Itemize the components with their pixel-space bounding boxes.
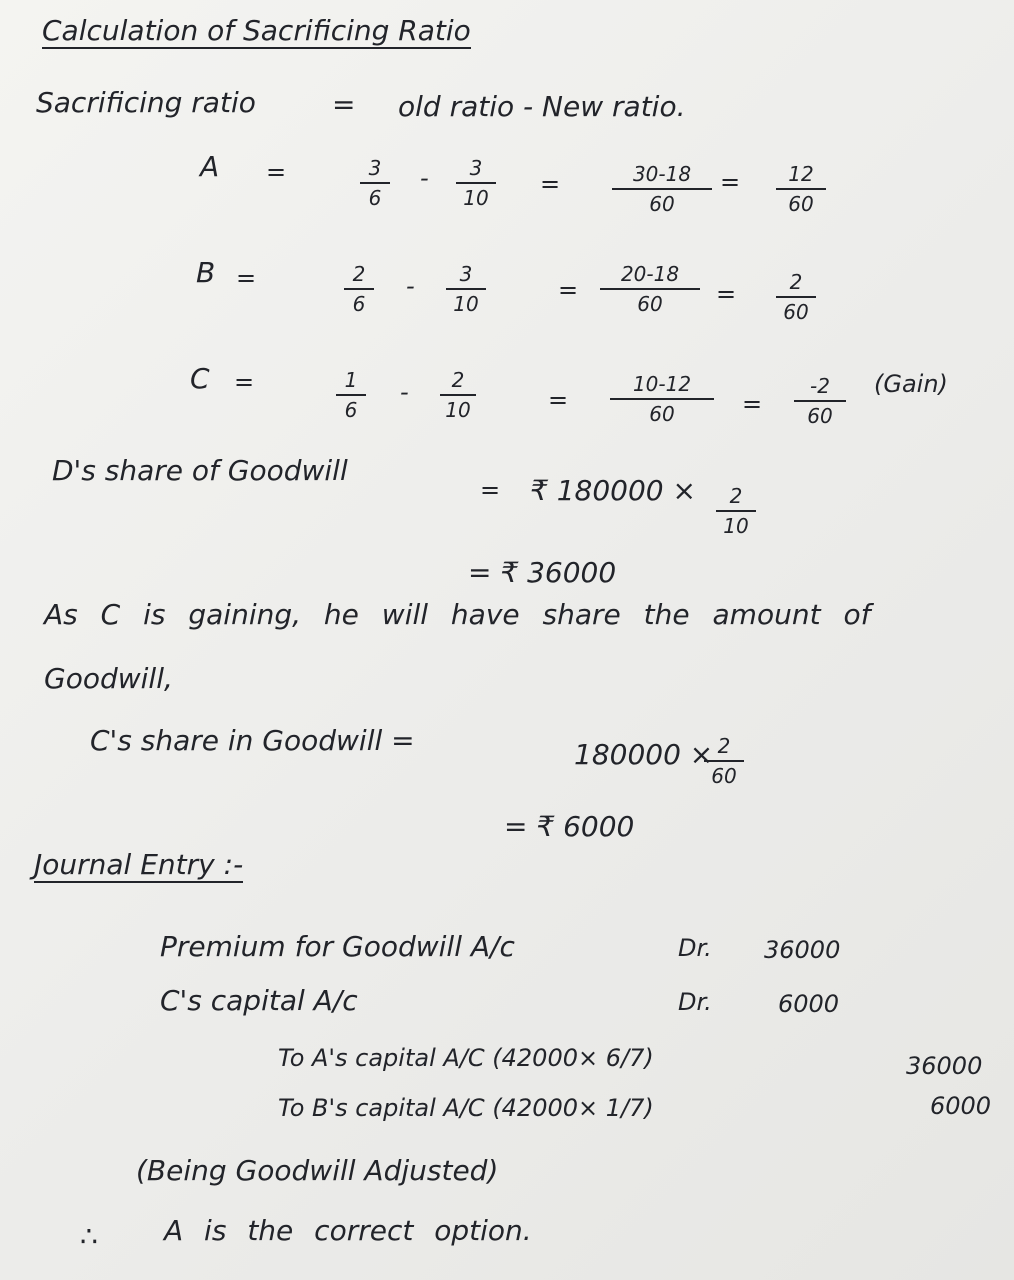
fraction-bar <box>336 394 366 396</box>
fraction-bar <box>456 182 496 184</box>
fraction-bar <box>704 760 744 762</box>
therefore-symbol: ∴ <box>80 1220 98 1253</box>
formula-lhs: Sacrificing ratio <box>36 86 256 119</box>
row-equals: = <box>540 170 561 198</box>
fraction-bar <box>600 288 700 290</box>
row-label: A <box>200 150 220 183</box>
fraction-numerator: 3 <box>368 156 382 180</box>
fraction-denominator: 60 <box>649 402 675 426</box>
row-equals: = <box>548 386 569 414</box>
fraction-numerator: -2 <box>810 374 830 398</box>
fraction-bar <box>776 296 816 298</box>
page-title: Calculation of Sacrificing Ratio <box>42 14 471 47</box>
journal-account: Premium for Goodwill A/c <box>160 930 515 963</box>
d-share-fraction <box>716 484 756 538</box>
fraction-numerator: 2 <box>451 368 465 392</box>
new-ratio-fraction <box>440 368 476 422</box>
gain-note: (Gain) <box>874 370 948 398</box>
fraction-bar <box>610 398 714 400</box>
fraction-denominator: 10 <box>723 514 749 538</box>
fraction-denominator: 6 <box>368 186 382 210</box>
fraction-numerator: 3 <box>459 262 473 286</box>
fraction-bar <box>716 510 756 512</box>
fraction-bar <box>446 288 486 290</box>
debit-marker: Dr. <box>678 988 712 1016</box>
old-ratio-fraction <box>360 156 390 210</box>
fraction-numerator: 2 <box>352 262 366 286</box>
fraction-bar <box>440 394 476 396</box>
conclusion-text: A is the correct option. <box>164 1214 532 1247</box>
fraction-numerator: 12 <box>788 162 814 186</box>
formula-rhs: old ratio - New ratio. <box>398 90 686 123</box>
fraction-numerator: 2 <box>729 484 743 508</box>
fraction-bar <box>776 188 826 190</box>
fraction-numerator: 3 <box>469 156 483 180</box>
debit-amount: 36000 <box>764 936 841 964</box>
result-fraction <box>794 374 846 428</box>
fraction-denominator: 60 <box>711 764 737 788</box>
fraction-numerator: 1 <box>344 368 358 392</box>
fraction-denominator: 60 <box>649 192 675 216</box>
d-share-label: D's share of Goodwill <box>52 454 348 487</box>
d-share-equals: = <box>480 476 501 504</box>
fraction-numerator: 10-12 <box>632 372 692 396</box>
fraction-denominator: 6 <box>352 292 366 316</box>
minus-sign: - <box>400 378 409 406</box>
c-gaining-note-continued: Goodwill, <box>44 662 173 695</box>
difference-fraction <box>610 372 714 426</box>
fraction-denominator: 60 <box>788 192 814 216</box>
row-equals: = <box>716 280 737 308</box>
minus-sign: - <box>420 164 429 192</box>
journal-account: To B's capital A/C (42000× 1/7) <box>278 1094 654 1122</box>
result-fraction <box>776 270 816 324</box>
row-equals: = <box>234 368 255 396</box>
c-share-expression: 180000 × <box>574 738 714 771</box>
row-equals: = <box>742 390 763 418</box>
debit-amount: 6000 <box>778 990 840 1018</box>
c-gaining-note: As C is gaining, he will have share the amount of <box>44 598 871 631</box>
fraction-numerator: 2 <box>789 270 803 294</box>
c-share-label: C's share in Goodwill = <box>90 724 415 757</box>
fraction-bar <box>360 182 390 184</box>
result-fraction <box>776 162 826 216</box>
c-share-result: = ₹ 6000 <box>504 810 635 843</box>
minus-sign: - <box>406 272 415 300</box>
new-ratio-fraction <box>456 156 496 210</box>
credit-amount: 6000 <box>930 1092 992 1120</box>
fraction-bar <box>612 188 712 190</box>
credit-amount: 36000 <box>906 1052 983 1080</box>
fraction-denominator: 10 <box>453 292 479 316</box>
fraction-numerator: 20-18 <box>620 262 680 286</box>
formula-equals: = <box>332 88 356 121</box>
fraction-denominator: 6 <box>344 398 358 422</box>
c-share-fraction <box>704 734 744 788</box>
fraction-denominator: 60 <box>637 292 663 316</box>
row-equals: = <box>720 168 741 196</box>
journal-narration: (Being Goodwill Adjusted) <box>136 1154 499 1187</box>
row-equals: = <box>558 276 579 304</box>
fraction-denominator: 10 <box>463 186 489 210</box>
fraction-numerator: 30-18 <box>632 162 692 186</box>
row-label: C <box>190 362 210 395</box>
fraction-denominator: 60 <box>783 300 809 324</box>
new-ratio-fraction <box>446 262 486 316</box>
difference-fraction <box>612 162 712 216</box>
journal-account: C's capital A/c <box>160 984 358 1017</box>
difference-fraction <box>600 262 700 316</box>
row-equals: = <box>236 264 257 292</box>
fraction-denominator: 60 <box>807 404 833 428</box>
journal-heading: Journal Entry :- <box>34 848 244 881</box>
row-label: B <box>196 256 216 289</box>
row-equals: = <box>266 158 287 186</box>
d-share-expression: ₹ 180000 × <box>530 474 696 507</box>
fraction-numerator: 2 <box>717 734 731 758</box>
fraction-bar <box>344 288 374 290</box>
journal-account: To A's capital A/C (42000× 6/7) <box>278 1044 654 1072</box>
fraction-denominator: 10 <box>445 398 471 422</box>
debit-marker: Dr. <box>678 934 712 962</box>
fraction-bar <box>794 400 846 402</box>
old-ratio-fraction <box>344 262 374 316</box>
old-ratio-fraction <box>336 368 366 422</box>
d-share-result: = ₹ 36000 <box>468 556 617 589</box>
